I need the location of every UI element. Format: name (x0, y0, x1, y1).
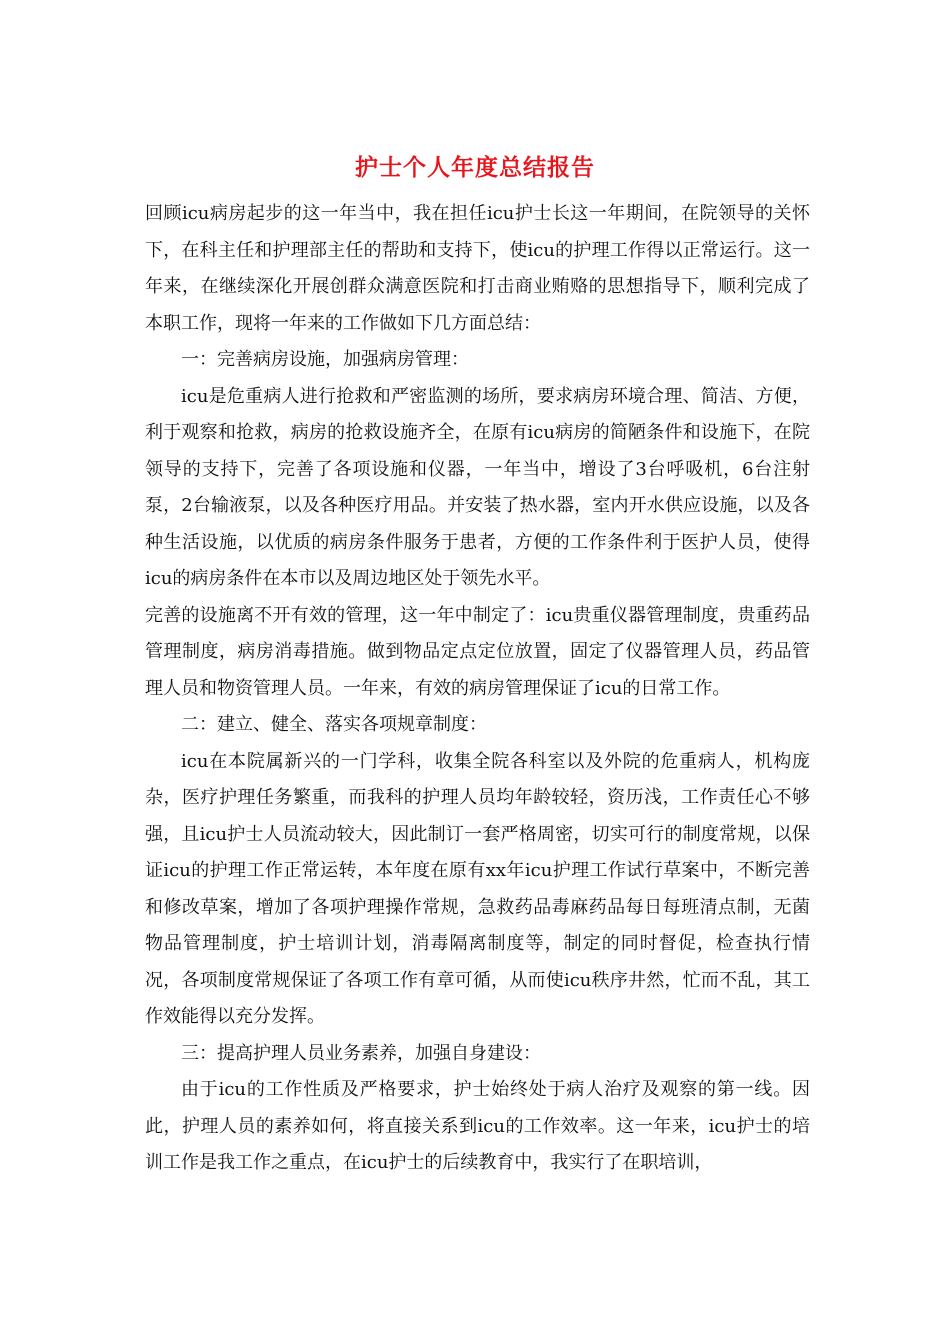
section-heading-1: 一：完善病房设施，加强病房管理： (181, 349, 469, 370)
paragraph: icu在本院属新兴的一门学科，收集全院各科室以及外院的危重病人，机构庞杂，医疗护理任务繁重，而我科的护理人员均年龄较轻，资历浅，工作责任心不够强，且icu护士人员流动较大，因此制订一套严格周密，切实可行的制度常规，以保证icu的护理工作正常运转，本年度在原有xx年icu护理工作试行草案中，不断完善和修改草案，增加了各项护理操作常规，急救药品毒麻药品每日每班清点制，无菌物品管理制度，护士培训计划，消毒隔离制度等，制定的同时督促，检查执行情况，各项制度常规保证了各项工作有章可循，从而使icu秩序井然，忙而不乱，其工作效能得以充分发挥。 (145, 750, 810, 1027)
paragraph: 回顾icu病房起步的这一年当中，我在担任icu护士长这一年期间，在院领导的关怀下，在科主任和护理部主任的帮助和支持下，使icu的护理工作得以正常运行。这一年来，在继续深化开展创群众满意医院和打击商业贿赂的思想指导下，顺利完成了本职工作，现将一年来的工作做如下几方面总结： (145, 203, 810, 334)
document-body (145, 196, 810, 1182)
section-heading-2: 二：建立、健全、落实各项规章制度： (181, 714, 487, 735)
section-heading-3: 三：提高护理人员业务素养，加强自身建设： (181, 1042, 541, 1064)
paragraph: 由于icu的工作性质及严格要求，护士始终处于病人治疗及观察的第一线。因此，护理人员的素养如何，将直接关系到icu的工作效率。这一年来，icu护士的培训工作是我工作之重点，在icu护士的后续教育中，我实行了在职培训， (145, 1079, 810, 1173)
paragraph: 完善的设施离不开有效的管理，这一年中制定了：icu贵重仪器管理制度，贵重药品管理制度，病房消毒措施。做到物品定点定位放置，固定了仪器管理人员，药品管理人员和物资管理人员。一年来，有效的病房管理保证了icu的日常工作。 (145, 604, 810, 699)
document-title: 护士个人年度总结报告 (355, 154, 595, 181)
paragraph: icu是危重病人进行抢救和严密监测的场所，要求病房环境合理、简洁、方便，利于观察和抢救，病房的抢救设施齐全，在原有icu病房的简陋条件和设施下，在院领导的支持下，完善了各项设施和仪器，一年当中，增设了3台呼吸机，6台注射泵，2台输液泵，以及各种医疗用品。并安装了热水器，室内开水供应设施，以及各种生活设施，以优质的病房条件服务于患者，方便的工作条件利于医护人员，使得icu的病房条件在本市以及周边地区处于领先水平。 (145, 385, 810, 589)
